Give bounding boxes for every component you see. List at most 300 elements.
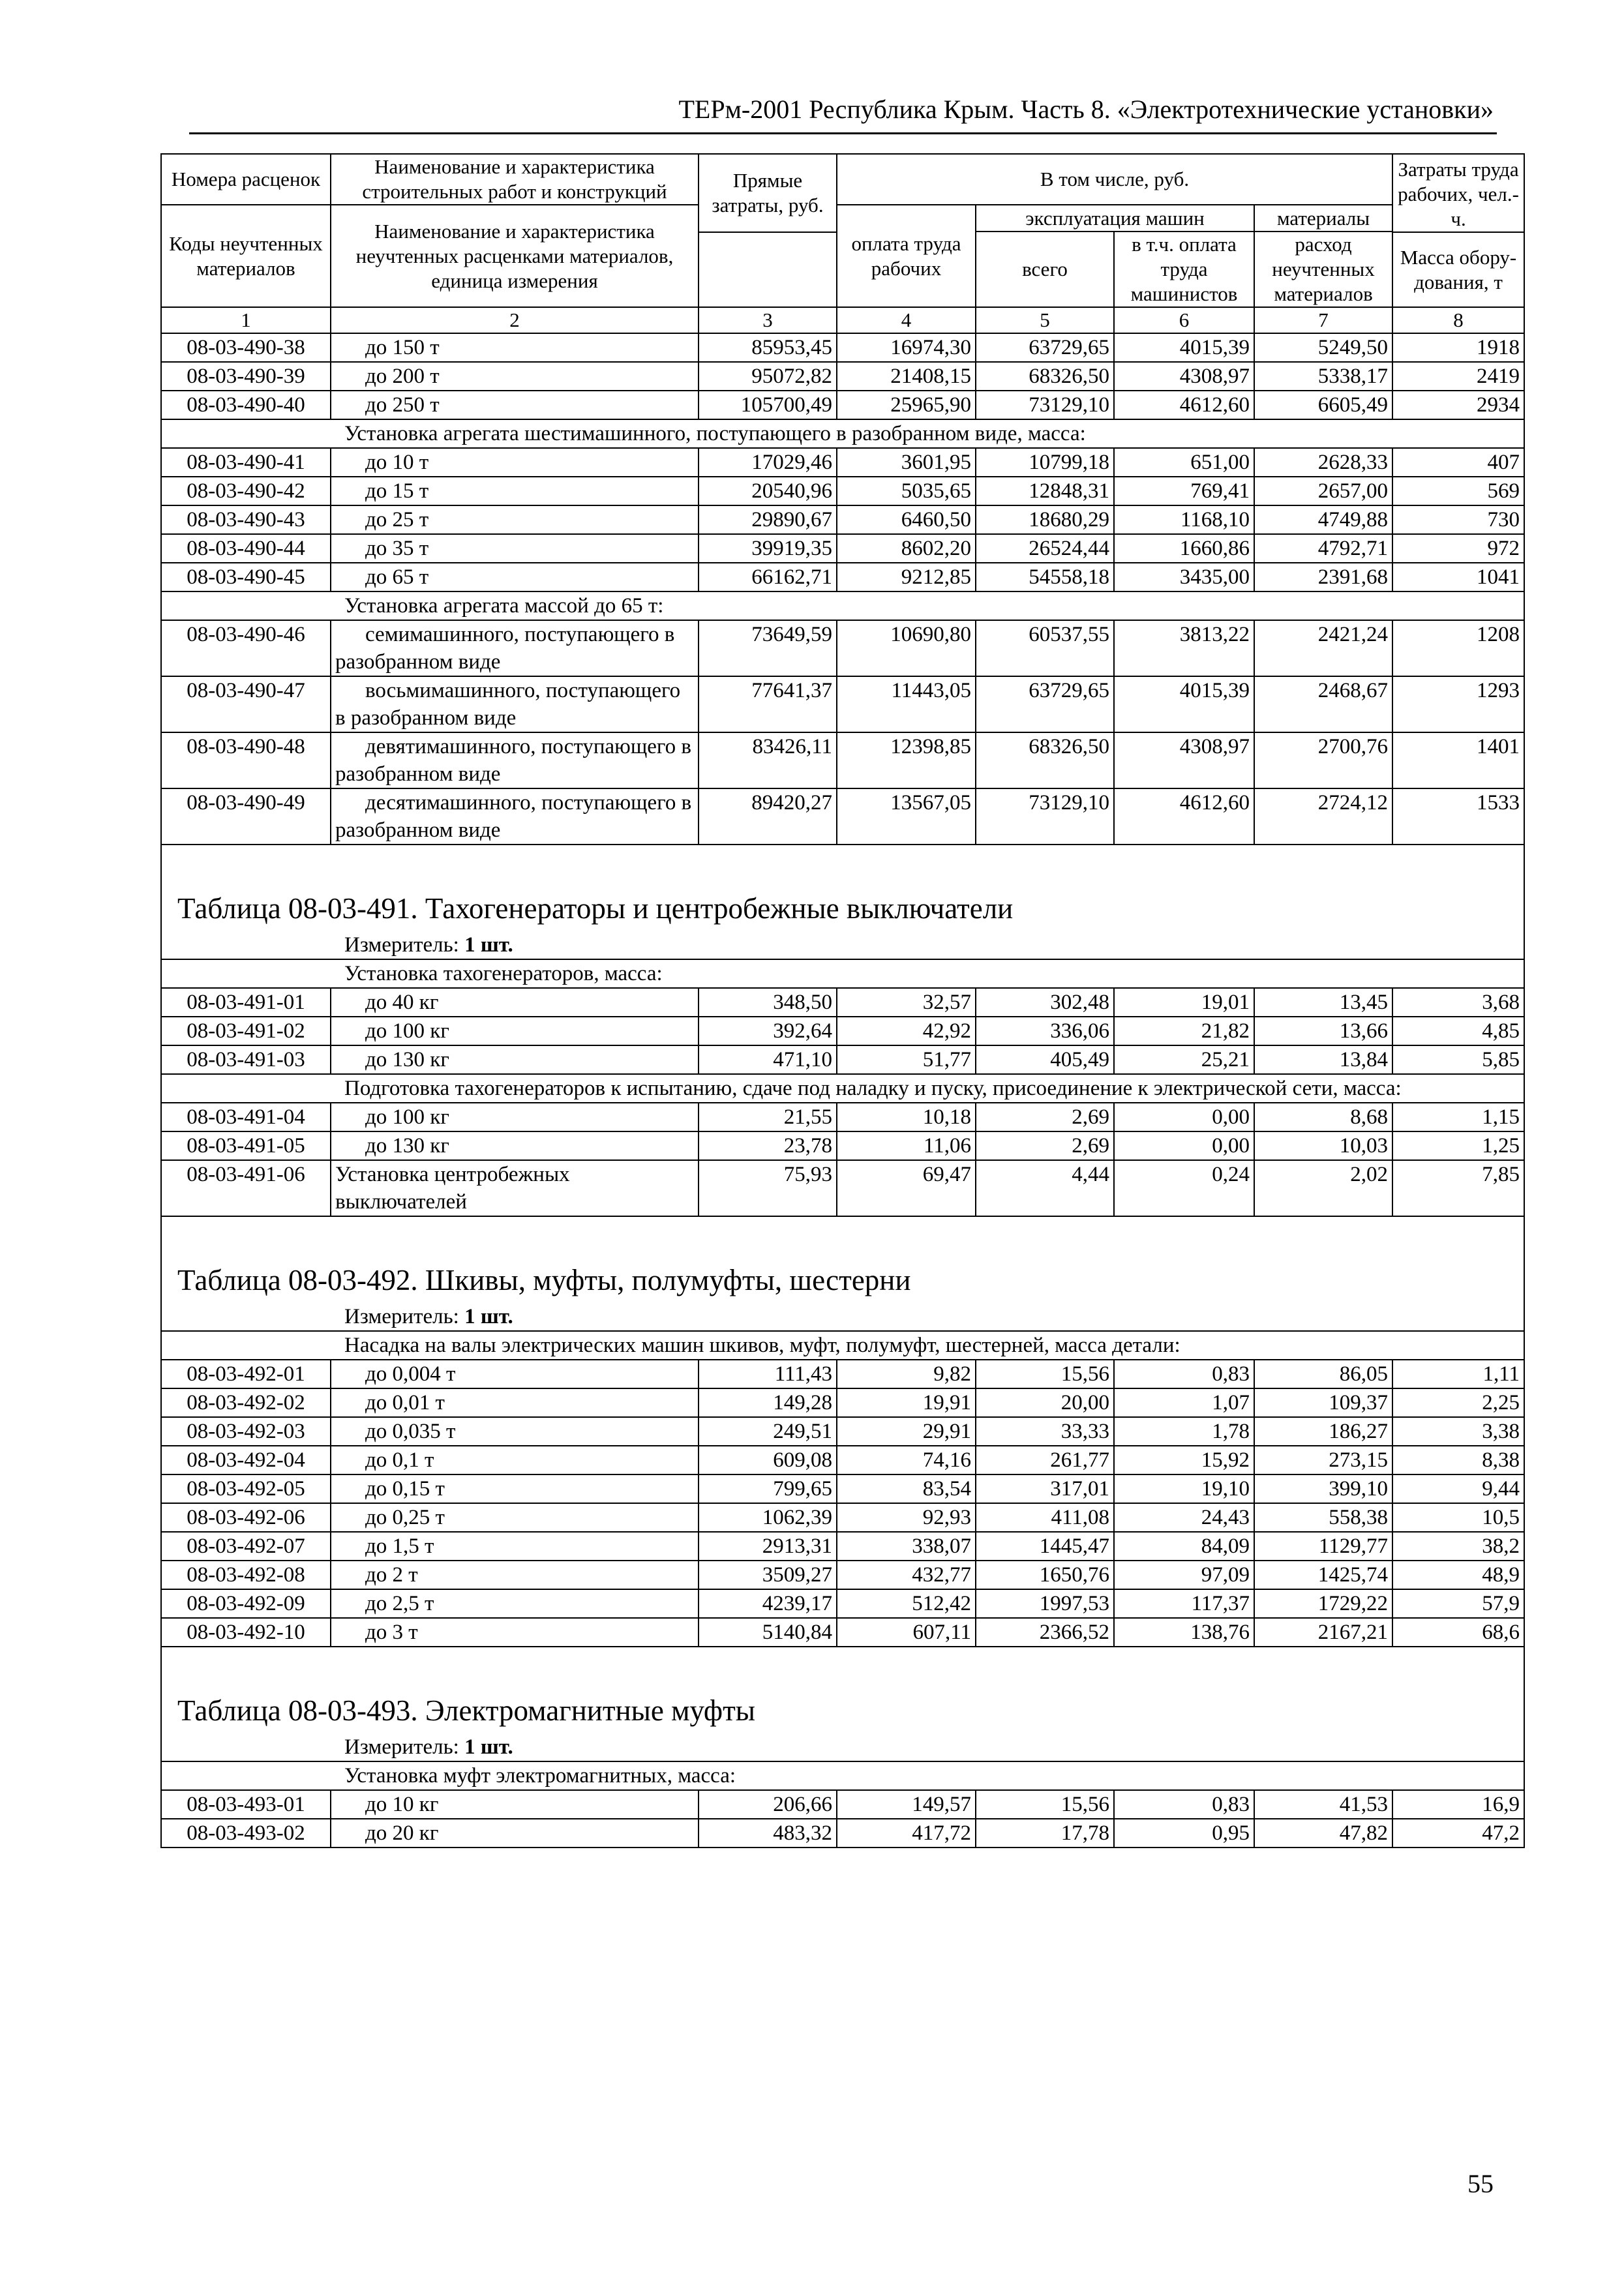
cell-machines-total: 411,08 <box>976 1503 1114 1532</box>
table-row <box>161 448 1524 477</box>
cell-labor-hours: 47,2 <box>1392 1819 1524 1848</box>
cell-machinists-pay: 0,83 <box>1114 1360 1254 1388</box>
cell-labor-pay: 42,92 <box>837 1017 976 1045</box>
cell-direct-costs: 149,28 <box>699 1388 837 1417</box>
cell-machinists-pay: 21,82 <box>1114 1017 1254 1045</box>
cell-labor-hours: 5,85 <box>1392 1045 1524 1074</box>
cell-direct-costs: 23,78 <box>699 1131 837 1160</box>
cell-machinists-pay: 4612,60 <box>1114 391 1254 419</box>
rate-code: 08-03-490-39 <box>161 362 331 391</box>
cell-direct-costs: 105700,49 <box>699 391 837 419</box>
cell-labor-hours: 972 <box>1392 534 1524 563</box>
cell-machines-total: 10799,18 <box>976 448 1114 477</box>
cell-labor-pay: 11,06 <box>837 1131 976 1160</box>
cell-direct-costs: 348,50 <box>699 988 837 1017</box>
cell-machinists-pay: 1,78 <box>1114 1417 1254 1446</box>
col-name-top: Наименование и характеристика строительных работ и конструкций <box>331 154 699 205</box>
cell-machines-total: 261,77 <box>976 1446 1114 1474</box>
work-name: Установка центробежных выключателей <box>331 1160 699 1216</box>
cell-labor-pay: 6460,50 <box>837 505 976 534</box>
cell-labor-hours: 3,38 <box>1392 1417 1524 1446</box>
work-name: до 40 кг <box>331 988 699 1017</box>
cell-materials-cost: 2657,00 <box>1254 477 1392 505</box>
cell-labor-hours: 1208 <box>1392 620 1524 676</box>
cell-machines-total: 1445,47 <box>976 1532 1114 1561</box>
cell-direct-costs: 206,66 <box>699 1790 837 1819</box>
section-heading: Установка тахогенераторов, масса: <box>161 959 1524 988</box>
cell-labor-pay: 74,16 <box>837 1446 976 1474</box>
rate-code: 08-03-493-01 <box>161 1790 331 1819</box>
cell-materials-cost: 2421,24 <box>1254 620 1392 676</box>
work-name: до 250 т <box>331 391 699 419</box>
work-name: до 2 т <box>331 1561 699 1589</box>
cell-machinists-pay: 1168,10 <box>1114 505 1254 534</box>
cell-materials-cost: 1729,22 <box>1254 1589 1392 1618</box>
cell-labor-hours: 68,6 <box>1392 1618 1524 1647</box>
section-row <box>161 1761 1524 1790</box>
rate-code: 08-03-492-05 <box>161 1474 331 1503</box>
rate-code: 08-03-490-42 <box>161 477 331 505</box>
cell-materials-cost: 2628,33 <box>1254 448 1392 477</box>
cell-labor-pay: 51,77 <box>837 1045 976 1074</box>
cell-labor-hours: 1,11 <box>1392 1360 1524 1388</box>
cell-machinists-pay: 84,09 <box>1114 1532 1254 1561</box>
table-title: Таблица 08-03-493. Электромагнитные муфты <box>161 1647 1524 1733</box>
cell-labor-hours: 9,44 <box>1392 1474 1524 1503</box>
cell-labor-hours: 1918 <box>1392 333 1524 362</box>
unit-label: Измеритель: <box>344 1735 459 1759</box>
table-title: Таблица 08-03-492. Шкивы, муфты, полумуфты, шестерни <box>161 1216 1524 1303</box>
cell-machines-total: 68326,50 <box>976 732 1114 788</box>
table-row <box>161 1474 1524 1503</box>
cell-labor-hours: 48,9 <box>1392 1561 1524 1589</box>
cell-machinists-pay: 4308,97 <box>1114 362 1254 391</box>
col-number: 1 <box>161 307 331 333</box>
cell-materials-cost: 109,37 <box>1254 1388 1392 1417</box>
unit-row <box>161 931 1524 959</box>
cell-direct-costs: 392,64 <box>699 1017 837 1045</box>
section-heading: Установка агрегата массой до 65 т: <box>161 591 1524 620</box>
cell-machines-total: 33,33 <box>976 1417 1114 1446</box>
cell-machines-total: 2366,52 <box>976 1618 1114 1647</box>
cell-labor-hours: 1,15 <box>1392 1103 1524 1131</box>
col-machinists-pay: в т.ч. оплата труда машинистов <box>1114 232 1254 307</box>
cell-materials-cost: 13,45 <box>1254 988 1392 1017</box>
cell-machines-total: 73129,10 <box>976 788 1114 845</box>
work-name: до 0,15 т <box>331 1474 699 1503</box>
cell-materials-cost: 273,15 <box>1254 1446 1392 1474</box>
cell-materials-cost: 47,82 <box>1254 1819 1392 1848</box>
cell-labor-hours: 1401 <box>1392 732 1524 788</box>
unit-of-measure <box>161 931 1524 959</box>
cell-machinists-pay: 0,00 <box>1114 1103 1254 1131</box>
work-name: до 1,5 т <box>331 1532 699 1561</box>
unit-label: Измеритель: <box>344 1305 459 1328</box>
table-row <box>161 988 1524 1017</box>
cell-labor-pay: 3601,95 <box>837 448 976 477</box>
table-row <box>161 534 1524 563</box>
cell-machines-total: 60537,55 <box>976 620 1114 676</box>
cell-materials-cost: 5249,50 <box>1254 333 1392 362</box>
cell-labor-hours: 730 <box>1392 505 1524 534</box>
unit-value: 1 шт. <box>464 1305 513 1328</box>
rate-code: 08-03-491-03 <box>161 1045 331 1074</box>
header-rule <box>189 132 1497 134</box>
cell-labor-hours: 38,2 <box>1392 1532 1524 1561</box>
col-unaccounted-materials: расход неучтенных материалов <box>1254 232 1392 307</box>
work-name: до 0,25 т <box>331 1503 699 1532</box>
cell-labor-pay: 417,72 <box>837 1819 976 1848</box>
cell-machinists-pay: 1660,86 <box>1114 534 1254 563</box>
cell-labor-hours: 2,25 <box>1392 1388 1524 1417</box>
work-name: до 130 кг <box>331 1045 699 1074</box>
cell-machines-total: 302,48 <box>976 988 1114 1017</box>
cell-materials-cost: 5338,17 <box>1254 362 1392 391</box>
cell-direct-costs: 95072,82 <box>699 362 837 391</box>
cell-materials-cost: 6605,49 <box>1254 391 1392 419</box>
cell-machines-total: 63729,65 <box>976 676 1114 732</box>
rate-code: 08-03-491-04 <box>161 1103 331 1131</box>
cell-labor-hours: 569 <box>1392 477 1524 505</box>
col-direct-costs: Прямые затраты, руб. <box>699 154 837 232</box>
work-name: до 200 т <box>331 362 699 391</box>
cell-machinists-pay: 138,76 <box>1114 1618 1254 1647</box>
cell-materials-cost: 13,66 <box>1254 1017 1392 1045</box>
rates-table <box>160 153 1525 1848</box>
cell-machinists-pay: 97,09 <box>1114 1561 1254 1589</box>
table-row <box>161 1160 1524 1216</box>
cell-direct-costs: 83426,11 <box>699 732 837 788</box>
cell-labor-hours: 57,9 <box>1392 1589 1524 1618</box>
table-row <box>161 1532 1524 1561</box>
cell-machines-total: 336,06 <box>976 1017 1114 1045</box>
section-row <box>161 1331 1524 1360</box>
work-name: до 150 т <box>331 333 699 362</box>
col-number: 6 <box>1114 307 1254 333</box>
rate-code: 08-03-492-07 <box>161 1532 331 1561</box>
cell-direct-costs: 799,65 <box>699 1474 837 1503</box>
table-row <box>161 1790 1524 1819</box>
rate-code: 08-03-491-02 <box>161 1017 331 1045</box>
unit-of-measure <box>161 1303 1524 1331</box>
rate-code: 08-03-491-06 <box>161 1160 331 1216</box>
cell-direct-costs: 2913,31 <box>699 1532 837 1561</box>
cell-labor-hours: 1041 <box>1392 563 1524 591</box>
work-name: восьмимашинного, поступающего в разобранном виде <box>331 676 699 732</box>
table-header <box>161 154 1524 333</box>
work-name: до 0,004 т <box>331 1360 699 1388</box>
table-row <box>161 1103 1524 1131</box>
col-equipment-mass: Масса обору-дования, т <box>1392 232 1524 307</box>
table-row <box>161 676 1524 732</box>
cell-labor-pay: 9212,85 <box>837 563 976 591</box>
col-number: 3 <box>699 307 837 333</box>
unit-row <box>161 1733 1524 1761</box>
running-header: ТЕРм-2001 Республика Крым. Часть 8. «Электротехнические установки» <box>678 95 1494 124</box>
rate-code: 08-03-490-47 <box>161 676 331 732</box>
cell-labor-hours: 1,25 <box>1392 1131 1524 1160</box>
cell-machinists-pay: 1,07 <box>1114 1388 1254 1417</box>
cell-machinists-pay: 15,92 <box>1114 1446 1254 1474</box>
cell-direct-costs: 85953,45 <box>699 333 837 362</box>
work-name: до 10 т <box>331 448 699 477</box>
cell-labor-pay: 21408,15 <box>837 362 976 391</box>
cell-materials-cost: 2468,67 <box>1254 676 1392 732</box>
table-row <box>161 505 1524 534</box>
col-labor-pay: оплата труда рабочих <box>837 205 976 307</box>
rate-code: 08-03-492-01 <box>161 1360 331 1388</box>
cell-materials-cost: 186,27 <box>1254 1417 1392 1446</box>
rate-code: 08-03-493-02 <box>161 1819 331 1848</box>
unit-row <box>161 1303 1524 1331</box>
cell-machinists-pay: 4308,97 <box>1114 732 1254 788</box>
cell-machines-total: 1650,76 <box>976 1561 1114 1589</box>
col-machines: эксплуатация машин <box>976 205 1254 232</box>
cell-labor-pay: 19,91 <box>837 1388 976 1417</box>
cell-direct-costs: 483,32 <box>699 1819 837 1848</box>
table-row <box>161 788 1524 845</box>
table-row <box>161 1446 1524 1474</box>
rate-code: 08-03-490-48 <box>161 732 331 788</box>
cell-machines-total: 1997,53 <box>976 1589 1114 1618</box>
cell-direct-costs: 29890,67 <box>699 505 837 534</box>
section-heading: Установка агрегата шестимашинного, поступающего в разобранном виде, масса: <box>161 419 1524 448</box>
rate-code: 08-03-492-08 <box>161 1561 331 1589</box>
rate-code: 08-03-490-49 <box>161 788 331 845</box>
work-name: до 0,01 т <box>331 1388 699 1417</box>
cell-labor-pay: 512,42 <box>837 1589 976 1618</box>
section-row <box>161 419 1524 448</box>
work-name: семимашинного, поступающего в разобранном виде <box>331 620 699 676</box>
cell-labor-hours: 16,9 <box>1392 1790 1524 1819</box>
cell-machines-total: 317,01 <box>976 1474 1114 1503</box>
table-row <box>161 620 1524 676</box>
cell-machinists-pay: 24,43 <box>1114 1503 1254 1532</box>
cell-direct-costs: 471,10 <box>699 1045 837 1074</box>
cell-machines-total: 68326,50 <box>976 362 1114 391</box>
work-name: до 100 кг <box>331 1017 699 1045</box>
work-name: до 3 т <box>331 1618 699 1647</box>
cell-labor-pay: 69,47 <box>837 1160 976 1216</box>
cell-machinists-pay: 0,00 <box>1114 1131 1254 1160</box>
cell-direct-costs: 21,55 <box>699 1103 837 1131</box>
cell-machines-total: 73129,10 <box>976 391 1114 419</box>
unit-value: 1 шт. <box>464 1735 513 1759</box>
rate-code: 08-03-492-02 <box>161 1388 331 1417</box>
cell-materials-cost: 86,05 <box>1254 1360 1392 1388</box>
rate-code: 08-03-490-40 <box>161 391 331 419</box>
cell-materials-cost: 2391,68 <box>1254 563 1392 591</box>
cell-machinists-pay: 651,00 <box>1114 448 1254 477</box>
cell-materials-cost: 2,02 <box>1254 1160 1392 1216</box>
col-name-bottom: Наименование и характеристика неучтенных расценками материалов, единица измерения <box>331 205 699 307</box>
table-row <box>161 391 1524 419</box>
cell-direct-costs: 39919,35 <box>699 534 837 563</box>
cell-direct-costs: 609,08 <box>699 1446 837 1474</box>
cell-labor-pay: 13567,05 <box>837 788 976 845</box>
cell-direct-costs: 89420,27 <box>699 788 837 845</box>
cell-labor-pay: 32,57 <box>837 988 976 1017</box>
col-number: 5 <box>976 307 1114 333</box>
cell-direct-costs: 75,93 <box>699 1160 837 1216</box>
table-row <box>161 1503 1524 1532</box>
cell-labor-pay: 11443,05 <box>837 676 976 732</box>
table-title-row <box>161 845 1524 931</box>
table-row <box>161 362 1524 391</box>
cell-materials-cost: 10,03 <box>1254 1131 1392 1160</box>
work-name: до 0,035 т <box>331 1417 699 1446</box>
cell-labor-hours: 8,38 <box>1392 1446 1524 1474</box>
col-number: 8 <box>1392 307 1524 333</box>
cell-direct-costs: 77641,37 <box>699 676 837 732</box>
cell-labor-pay: 432,77 <box>837 1561 976 1589</box>
cell-direct-costs: 20540,96 <box>699 477 837 505</box>
cell-labor-pay: 149,57 <box>837 1790 976 1819</box>
cell-labor-pay: 29,91 <box>837 1417 976 1446</box>
cell-direct-costs: 249,51 <box>699 1417 837 1446</box>
cell-machines-total: 18680,29 <box>976 505 1114 534</box>
col-codes-bottom: Коды неучтенных материалов <box>161 205 331 307</box>
cell-materials-cost: 2724,12 <box>1254 788 1392 845</box>
table-title-row <box>161 1647 1524 1733</box>
work-name: девятимашинного, поступающего в разобранном виде <box>331 732 699 788</box>
cell-machines-total: 15,56 <box>976 1360 1114 1388</box>
cell-machines-total: 17,78 <box>976 1819 1114 1848</box>
cell-direct-costs: 73649,59 <box>699 620 837 676</box>
table-title: Таблица 08-03-491. Тахогенераторы и центробежные выключатели <box>161 845 1524 931</box>
section-heading: Насадка на валы электрических машин шкивов, муфт, полумуфт, шестерней, масса детали: <box>161 1331 1524 1360</box>
cell-labor-hours: 3,68 <box>1392 988 1524 1017</box>
cell-direct-costs: 5140,84 <box>699 1618 837 1647</box>
table-row <box>161 477 1524 505</box>
unit-of-measure <box>161 1733 1524 1761</box>
unit-label: Измеритель: <box>344 933 459 957</box>
section-row <box>161 959 1524 988</box>
col-materials: материалы <box>1254 205 1392 232</box>
col-machines-total: всего <box>976 232 1114 307</box>
cell-machinists-pay: 0,24 <box>1114 1160 1254 1216</box>
cell-labor-hours: 10,5 <box>1392 1503 1524 1532</box>
rate-code: 08-03-490-45 <box>161 563 331 591</box>
cell-machinists-pay: 25,21 <box>1114 1045 1254 1074</box>
table-row <box>161 1017 1524 1045</box>
cell-materials-cost: 8,68 <box>1254 1103 1392 1131</box>
cell-labor-pay: 8602,20 <box>837 534 976 563</box>
rate-code: 08-03-492-03 <box>161 1417 331 1446</box>
cell-machinists-pay: 117,37 <box>1114 1589 1254 1618</box>
rate-code: 08-03-492-09 <box>161 1589 331 1618</box>
cell-labor-pay: 25965,90 <box>837 391 976 419</box>
cell-materials-cost: 1129,77 <box>1254 1532 1392 1561</box>
cell-labor-pay: 12398,85 <box>837 732 976 788</box>
table-title-row <box>161 1216 1524 1303</box>
work-name: до 130 кг <box>331 1131 699 1160</box>
rate-code: 08-03-490-46 <box>161 620 331 676</box>
work-name: до 100 кг <box>331 1103 699 1131</box>
table-row <box>161 333 1524 362</box>
cell-labor-hours: 7,85 <box>1392 1160 1524 1216</box>
cell-labor-pay: 9,82 <box>837 1360 976 1388</box>
cell-materials-cost: 399,10 <box>1254 1474 1392 1503</box>
cell-direct-costs: 66162,71 <box>699 563 837 591</box>
cell-materials-cost: 1425,74 <box>1254 1561 1392 1589</box>
cell-machines-total: 2,69 <box>976 1103 1114 1131</box>
cell-labor-hours: 2419 <box>1392 362 1524 391</box>
work-name: до 20 кг <box>331 1819 699 1848</box>
cell-machinists-pay: 4015,39 <box>1114 676 1254 732</box>
cell-labor-pay: 10,18 <box>837 1103 976 1131</box>
rate-code: 08-03-492-10 <box>161 1618 331 1647</box>
cell-machines-total: 12848,31 <box>976 477 1114 505</box>
table-row <box>161 1819 1524 1848</box>
work-name: до 25 т <box>331 505 699 534</box>
col-number: 7 <box>1254 307 1392 333</box>
cell-labor-pay: 10690,80 <box>837 620 976 676</box>
work-name: до 65 т <box>331 563 699 591</box>
rate-code: 08-03-490-38 <box>161 333 331 362</box>
table-row <box>161 1388 1524 1417</box>
cell-labor-pay: 16974,30 <box>837 333 976 362</box>
cell-materials-cost: 4749,88 <box>1254 505 1392 534</box>
work-name: до 2,5 т <box>331 1589 699 1618</box>
table-row <box>161 1618 1524 1647</box>
cell-materials-cost: 2167,21 <box>1254 1618 1392 1647</box>
cell-labor-pay: 92,93 <box>837 1503 976 1532</box>
cell-machinists-pay: 0,83 <box>1114 1790 1254 1819</box>
table-row <box>161 1045 1524 1074</box>
cell-materials-cost: 558,38 <box>1254 1503 1392 1532</box>
page-number: 55 <box>1467 2169 1494 2198</box>
cell-labor-hours: 4,85 <box>1392 1017 1524 1045</box>
col-number: 2 <box>331 307 699 333</box>
cell-materials-cost: 4792,71 <box>1254 534 1392 563</box>
table-body <box>161 333 1524 1848</box>
cell-materials-cost: 2700,76 <box>1254 732 1392 788</box>
cell-materials-cost: 41,53 <box>1254 1790 1392 1819</box>
rate-code: 08-03-492-06 <box>161 1503 331 1532</box>
cell-machines-total: 26524,44 <box>976 534 1114 563</box>
section-heading: Установка муфт электромагнитных, масса: <box>161 1761 1524 1790</box>
cell-machinists-pay: 3813,22 <box>1114 620 1254 676</box>
cell-labor-pay: 607,11 <box>837 1618 976 1647</box>
unit-value: 1 шт. <box>464 933 513 957</box>
rate-code: 08-03-490-41 <box>161 448 331 477</box>
col-codes-top: Номера расценок <box>161 154 331 205</box>
cell-labor-hours: 2934 <box>1392 391 1524 419</box>
cell-machines-total: 405,49 <box>976 1045 1114 1074</box>
table-row <box>161 1360 1524 1388</box>
cell-materials-cost: 13,84 <box>1254 1045 1392 1074</box>
table-row <box>161 1131 1524 1160</box>
section-row <box>161 1074 1524 1103</box>
cell-direct-costs: 17029,46 <box>699 448 837 477</box>
table-row <box>161 732 1524 788</box>
rate-code: 08-03-492-04 <box>161 1446 331 1474</box>
rate-code: 08-03-490-44 <box>161 534 331 563</box>
work-name: до 0,1 т <box>331 1446 699 1474</box>
cell-machines-total: 20,00 <box>976 1388 1114 1417</box>
table-row <box>161 1561 1524 1589</box>
col-labor-costs: Затраты труда рабочих, чел.-ч. <box>1392 154 1524 232</box>
cell-machinists-pay: 769,41 <box>1114 477 1254 505</box>
cell-direct-costs: 1062,39 <box>699 1503 837 1532</box>
cell-labor-hours: 1293 <box>1392 676 1524 732</box>
cell-direct-costs: 111,43 <box>699 1360 837 1388</box>
table-row <box>161 1589 1524 1618</box>
work-name: до 35 т <box>331 534 699 563</box>
table-row <box>161 563 1524 591</box>
cell-machinists-pay: 19,01 <box>1114 988 1254 1017</box>
